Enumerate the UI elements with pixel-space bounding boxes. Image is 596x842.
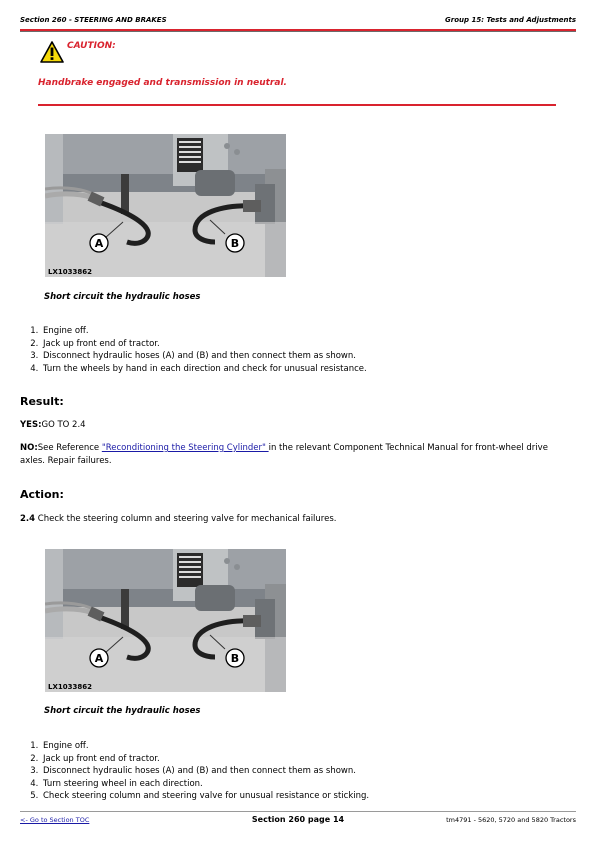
yes-line [20,419,568,432]
section-title: Section 260 - STEERING AND BRAKES [20,16,167,24]
action-step-number: 2.4 [20,514,36,524]
procedure-list [20,325,367,375]
action-step [20,513,568,526]
no-line [20,442,568,468]
callout-a: A [94,652,104,665]
callout-b: B [230,237,240,250]
header-rule-gray [20,31,576,32]
no-label: NO: [20,443,38,453]
section-toc-link[interactable]: <- Go to Section TOC [20,816,90,824]
figure-caption: Short circuit the hydraulic hoses [44,706,201,716]
list-item: 3. Disconnect hydraulic hoses (A) and (B) and then connect them as shown. [41,350,367,363]
caution-title: CAUTION: [67,41,116,51]
caution-rule [38,104,556,106]
caution-text: Handbrake engaged and transmission in neutral. [38,78,287,88]
callout-a: A [94,237,104,250]
hydraulic-hoses-photo [45,134,286,277]
page-number: Section 260 page 14 [251,815,345,824]
list-item: 1. Engine off. [41,325,367,338]
list-item: 4. Turn steering wheel in each direction. [41,778,369,791]
yes-label: YES: [20,420,42,430]
procedure-list [20,740,369,803]
list-item: 4. Turn the wheels by hand in each direction and check for unusual resistance. [41,363,367,376]
yes-text: GO TO 2.4 [41,420,86,430]
group-title: Group 15: Tests and Adjustments [445,16,576,24]
callout-b: B [230,652,240,665]
page-header [20,16,576,28]
list-item: 5. Check steering column and steering valve for unusual resistance or sticking. [41,790,369,803]
list-item: 1. Engine off. [41,740,369,753]
figure-code: LX1033862 [48,268,92,276]
warning-triangle-icon [40,41,64,63]
list-item: 2. Jack up front end of tractor. [41,338,367,351]
no-text-after: in the relevant Component Technical Manual for front-wheel drive axles. Repair failures. [20,443,548,466]
action-heading: Action: [20,488,64,501]
list-item: 2. Jack up front end of tractor. [41,753,369,766]
hydraulic-hoses-photo [45,549,286,692]
no-text: See Reference [37,443,102,453]
footer-rule [20,811,576,812]
list-item: 3. Disconnect hydraulic hoses (A) and (B) and then connect them as shown. [41,765,369,778]
figure-caption: Short circuit the hydraulic hoses [44,292,201,302]
reference-link[interactable]: "Reconditioning the Steering Cylinder" [101,443,269,453]
action-step-text: Check the steering column and steering valve for mechanical failures. [35,514,337,524]
figure-code: LX1033862 [48,683,92,691]
manual-title: tm4791 - 5620, 5720 and 5820 Tractors [446,816,576,824]
result-heading: Result: [20,395,64,408]
